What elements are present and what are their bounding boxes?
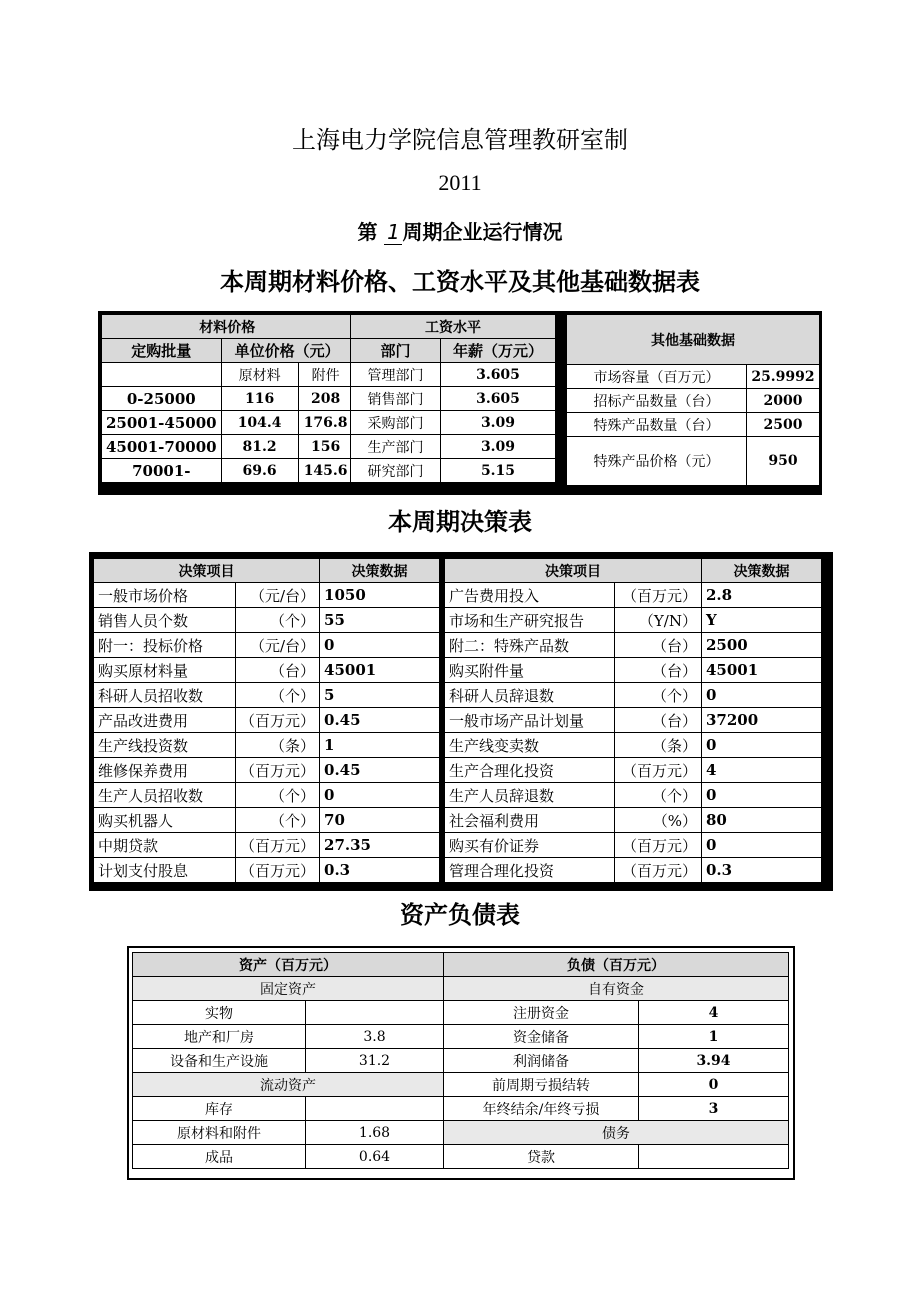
raw-price-cell: 104.4 [221, 411, 298, 435]
decision-unit: （百万元） [615, 833, 702, 858]
asset-value [306, 1097, 444, 1121]
decision-item: 维修保养费用 [94, 758, 236, 783]
decision-row [94, 808, 440, 833]
decision-unit: （百万元） [236, 858, 320, 883]
decision-unit: （百万元） [615, 583, 702, 608]
decision-value: 2500 [702, 633, 822, 658]
equity-header: 自有资金 [444, 977, 789, 1001]
asset-value: 31.2 [306, 1049, 444, 1073]
decision-unit: （个） [236, 783, 320, 808]
decision-item: 科研人员辞退数 [445, 683, 615, 708]
table-row [567, 389, 820, 413]
decision-item: 附二：特殊产品数 [445, 633, 615, 658]
decision-row [445, 783, 822, 808]
decision-item: 一般市场价格 [94, 583, 236, 608]
decision-item: 生产合理化投资 [445, 758, 615, 783]
decision-row [94, 833, 440, 858]
decision-row [445, 683, 822, 708]
qty-cell: 70001- [102, 459, 222, 483]
asset-label: 成品 [133, 1145, 306, 1169]
decision-unit: （%） [615, 808, 702, 833]
decision-unit: （元/台） [236, 583, 320, 608]
table-row [567, 365, 820, 389]
decision-item: 一般市场产品计划量 [445, 708, 615, 733]
table-row [102, 411, 354, 435]
decision-row [445, 758, 822, 783]
decision-value: 0 [320, 633, 440, 658]
decision-value: 4 [702, 758, 822, 783]
table-row [133, 1097, 789, 1121]
decision-item: 产品改进费用 [94, 708, 236, 733]
asset-value: 3.8 [306, 1025, 444, 1049]
decision-unit: （元/台） [236, 633, 320, 658]
table-row [567, 437, 820, 486]
decision-item: 生产线变卖数 [445, 733, 615, 758]
liability-value: 3 [639, 1097, 789, 1121]
decision-value: 5 [320, 683, 440, 708]
decision-row [445, 708, 822, 733]
decision-row [445, 808, 822, 833]
other-label: 招标产品数量（台） [567, 389, 747, 413]
decision-value: 80 [702, 808, 822, 833]
qty-cell: 45001-70000 [102, 435, 222, 459]
decision-data-header: 决策数据 [320, 559, 440, 583]
basic-data-heading: 本周期材料价格、工资水平及其他基础数据表 [220, 268, 700, 296]
wage-title: 工资水平 [351, 315, 556, 339]
liability-value: 0 [639, 1073, 789, 1097]
table-row [351, 363, 556, 387]
other-value: 2000 [747, 389, 820, 413]
dept-cell: 销售部门 [351, 387, 441, 411]
decision-item: 购买附件量 [445, 658, 615, 683]
period-prefix: 第 [357, 220, 378, 244]
decision-unit: （条） [236, 733, 320, 758]
decision-row [94, 633, 440, 658]
asset-label: 库存 [133, 1097, 306, 1121]
liability-value [639, 1145, 789, 1169]
table-row [102, 435, 354, 459]
decision-item-header: 决策项目 [94, 559, 320, 583]
liabilities-header: 负债（百万元） [444, 953, 789, 977]
decision-item: 附一：投标价格 [94, 633, 236, 658]
decision-item: 广告费用投入 [445, 583, 615, 608]
dept-cell: 生产部门 [351, 435, 441, 459]
raw-price-cell: 116 [221, 387, 298, 411]
decision-item: 科研人员招收数 [94, 683, 236, 708]
other-title: 其他基础数据 [567, 315, 820, 365]
decision-row [445, 583, 822, 608]
decision-item: 购买有价证券 [445, 833, 615, 858]
part-price-cell: 208 [298, 387, 353, 411]
decision-value: 45001 [702, 658, 822, 683]
decision-item: 购买机器人 [94, 808, 236, 833]
other-label: 市场容量（百万元） [567, 365, 747, 389]
decision-row [445, 608, 822, 633]
decision-row [445, 633, 822, 658]
asset-label: 原材料和附件 [133, 1121, 306, 1145]
liability-value: 3.94 [639, 1049, 789, 1073]
decision-item: 计划支付股息 [94, 858, 236, 883]
decision-row [94, 583, 440, 608]
table-row [351, 387, 556, 411]
decision-value: Y [702, 608, 822, 633]
other-value: 950 [747, 437, 820, 486]
decision-item: 管理合理化投资 [445, 858, 615, 883]
salary-cell: 3.605 [441, 363, 556, 387]
decision-value: 0 [702, 733, 822, 758]
material-title: 材料价格 [102, 315, 354, 339]
table-row [133, 1025, 789, 1049]
liability-value: 1 [639, 1025, 789, 1049]
decision-unit: （个） [236, 683, 320, 708]
decision-item: 销售人员个数 [94, 608, 236, 633]
other-label: 特殊产品价格（元） [567, 437, 747, 486]
other-label: 特殊产品数量（台） [567, 413, 747, 437]
decision-value: 1 [320, 733, 440, 758]
decision-value: 0 [702, 683, 822, 708]
asset-value: 1.68 [306, 1121, 444, 1145]
decision-row [445, 733, 822, 758]
decision-item: 购买原材料量 [94, 658, 236, 683]
decision-row [445, 858, 822, 883]
current-assets-header: 流动资产 [133, 1073, 444, 1097]
table-row [133, 1121, 789, 1145]
liability-label: 利润储备 [444, 1049, 639, 1073]
fixed-assets-header: 固定资产 [133, 977, 444, 1001]
other-value: 2500 [747, 413, 820, 437]
decision-value: 45001 [320, 658, 440, 683]
decision-unit: （台） [236, 658, 320, 683]
assets-header: 资产（百万元） [133, 953, 444, 977]
decision-unit: （Y/N） [615, 608, 702, 633]
decision-value: 0 [702, 783, 822, 808]
decision-value: 1050 [320, 583, 440, 608]
decision-item: 生产线投资数 [94, 733, 236, 758]
other-data-table [566, 314, 820, 486]
qty-cell: 0-25000 [102, 387, 222, 411]
asset-label: 实物 [133, 1001, 306, 1025]
decision-row [94, 858, 440, 883]
salary-header: 年薪（万元） [441, 339, 556, 363]
decision-unit: （台） [615, 708, 702, 733]
asset-value [306, 1001, 444, 1025]
salary-cell: 3.09 [441, 435, 556, 459]
wage-table [350, 314, 556, 483]
decision-item-header: 决策项目 [445, 559, 702, 583]
decision-row [445, 833, 822, 858]
asset-value: 0.64 [306, 1145, 444, 1169]
part-price-cell: 156 [298, 435, 353, 459]
decision-value: 27.35 [320, 833, 440, 858]
decision-unit: （百万元） [615, 758, 702, 783]
raw-price-cell: 81.2 [221, 435, 298, 459]
decision-row [94, 658, 440, 683]
table-row [133, 1049, 789, 1073]
raw-subheader: 原材料 [221, 363, 298, 387]
table-row [351, 411, 556, 435]
part-price-cell: 176.8 [298, 411, 353, 435]
decision-unit: （百万元） [615, 858, 702, 883]
raw-price-cell: 69.6 [221, 459, 298, 483]
decision-row [94, 683, 440, 708]
decision-unit: （个） [236, 608, 320, 633]
table-row [567, 413, 820, 437]
decision-value: 0.3 [702, 858, 822, 883]
decision-item: 市场和生产研究报告 [445, 608, 615, 633]
decision-heading: 本周期决策表 [388, 508, 532, 536]
decision-item: 中期贷款 [94, 833, 236, 858]
decision-unit: （台） [615, 633, 702, 658]
liability-label: 资金储备 [444, 1025, 639, 1049]
table-row [133, 1145, 789, 1169]
dept-cell: 采购部门 [351, 411, 441, 435]
balance-sheet-table [132, 952, 789, 1169]
org-title: 上海电力学院信息管理教研室制 [292, 126, 628, 154]
qty-cell: 25001-45000 [102, 411, 222, 435]
decision-value: 0.45 [320, 758, 440, 783]
decision-row [94, 708, 440, 733]
decision-table-right [444, 558, 822, 883]
decision-unit: （百万元） [236, 758, 320, 783]
period-heading [0, 216, 920, 245]
dept-cell: 管理部门 [351, 363, 441, 387]
decision-table-left [93, 558, 440, 883]
salary-cell: 3.09 [441, 411, 556, 435]
qty-header: 定购批量 [102, 339, 222, 363]
balance-heading: 资产负债表 [400, 901, 520, 929]
part-price-cell: 145.6 [298, 459, 353, 483]
asset-label: 地产和厂房 [133, 1025, 306, 1049]
liability-label: 注册资金 [444, 1001, 639, 1025]
decision-item: 生产人员招收数 [94, 783, 236, 808]
decision-data-header: 决策数据 [702, 559, 822, 583]
decision-value: 0 [702, 833, 822, 858]
blank-cell [102, 363, 222, 387]
decision-unit: （个） [615, 683, 702, 708]
dept-cell: 研究部门 [351, 459, 441, 483]
table-row [102, 459, 354, 483]
part-subheader: 附件 [298, 363, 353, 387]
liability-label: 年终结余/年终亏损 [444, 1097, 639, 1121]
price-header: 单位价格（元） [221, 339, 353, 363]
period-suffix: 周期企业运行情况 [402, 220, 563, 244]
decision-row [94, 733, 440, 758]
decision-value: 0.3 [320, 858, 440, 883]
liability-label: 贷款 [444, 1145, 639, 1169]
decision-item: 生产人员辞退数 [445, 783, 615, 808]
decision-unit: （个） [615, 783, 702, 808]
decision-row [94, 758, 440, 783]
decision-item: 社会福利费用 [445, 808, 615, 833]
salary-cell: 3.605 [441, 387, 556, 411]
decision-value: 70 [320, 808, 440, 833]
decision-unit: （条） [615, 733, 702, 758]
dept-header: 部门 [351, 339, 441, 363]
decision-value: 37200 [702, 708, 822, 733]
table-row [351, 459, 556, 483]
table-row [133, 1073, 789, 1097]
table-row [351, 435, 556, 459]
table-row [102, 387, 354, 411]
decision-row [94, 608, 440, 633]
decision-value: 0.45 [320, 708, 440, 733]
debt-header: 债务 [444, 1121, 789, 1145]
table-row [133, 1001, 789, 1025]
decision-value: 0 [320, 783, 440, 808]
salary-cell: 5.15 [441, 459, 556, 483]
asset-label: 设备和生产设施 [133, 1049, 306, 1073]
decision-row [94, 783, 440, 808]
year: 2011 [438, 170, 482, 195]
other-value: 25.9992 [747, 365, 820, 389]
material-price-table [101, 314, 354, 483]
decision-value: 55 [320, 608, 440, 633]
decision-unit: （百万元） [236, 708, 320, 733]
decision-row [445, 658, 822, 683]
decision-unit: （台） [615, 658, 702, 683]
liability-value: 4 [639, 1001, 789, 1025]
decision-unit: （个） [236, 808, 320, 833]
period-number: 1 [384, 220, 402, 245]
decision-value: 2.8 [702, 583, 822, 608]
decision-unit: （百万元） [236, 833, 320, 858]
liability-label: 前周期亏损结转 [444, 1073, 639, 1097]
